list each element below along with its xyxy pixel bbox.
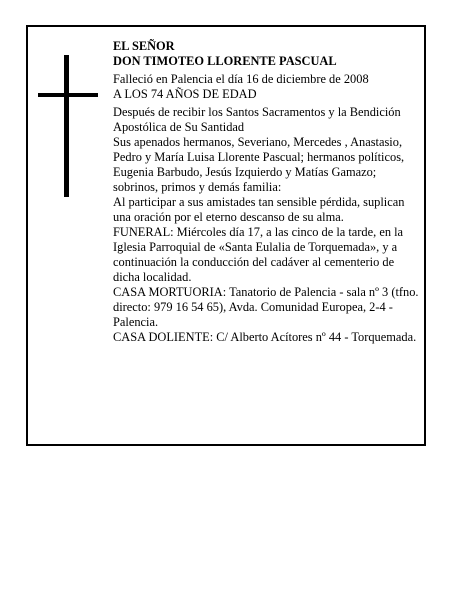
request-paragraph: Al participar a sus amistades tan sensible pérdida, suplican una oración por el eterno descanso de su alma. xyxy=(113,195,405,224)
mourning-house-paragraph: CASA DOLIENTE: C/ Alberto Acítores nº 44 - Torquemada. xyxy=(113,330,417,344)
family-paragraph: Sus apenados hermanos, Severiano, Mercedes , Anastasio, Pedro y María Luisa Llorente Pascual; hermanos políticos, Eugenia Barbudo, Jesús Izquierdo y Matías Gamazo; sobrinos, primos y demás familia: xyxy=(113,135,405,194)
deceased-name: DON TIMOTEO LLORENTE PASCUAL xyxy=(113,54,337,68)
heading: EL SEÑOR xyxy=(113,39,175,53)
cross-icon xyxy=(38,55,98,197)
age-line: A LOS 74 AÑOS DE EDAD xyxy=(113,87,257,101)
death-line: Falleció en Palencia el día 16 de diciembre de 2008 xyxy=(113,72,369,86)
obituary-text xyxy=(113,39,421,345)
mortuary-paragraph: CASA MORTUORIA: Tanatorio de Palencia - sala nº 3 (tfno. directo: 979 16 54 65), Avda. Comunidad Europea, 2-4 - Palencia. xyxy=(113,285,419,329)
sacraments-paragraph: Después de recibir los Santos Sacramentos y la Bendición Apostólica de Su Santidad xyxy=(113,105,401,134)
cross-vertical-bar xyxy=(64,55,69,197)
funeral-paragraph: FUNERAL: Miércoles día 17, a las cinco de la tarde, en la Iglesia Parroquial de «Santa Eulalia de Torquemada», y a continuación la conducción del cadáver al cementerio de dicha localidad. xyxy=(113,225,404,284)
cross-horizontal-bar xyxy=(38,93,98,97)
